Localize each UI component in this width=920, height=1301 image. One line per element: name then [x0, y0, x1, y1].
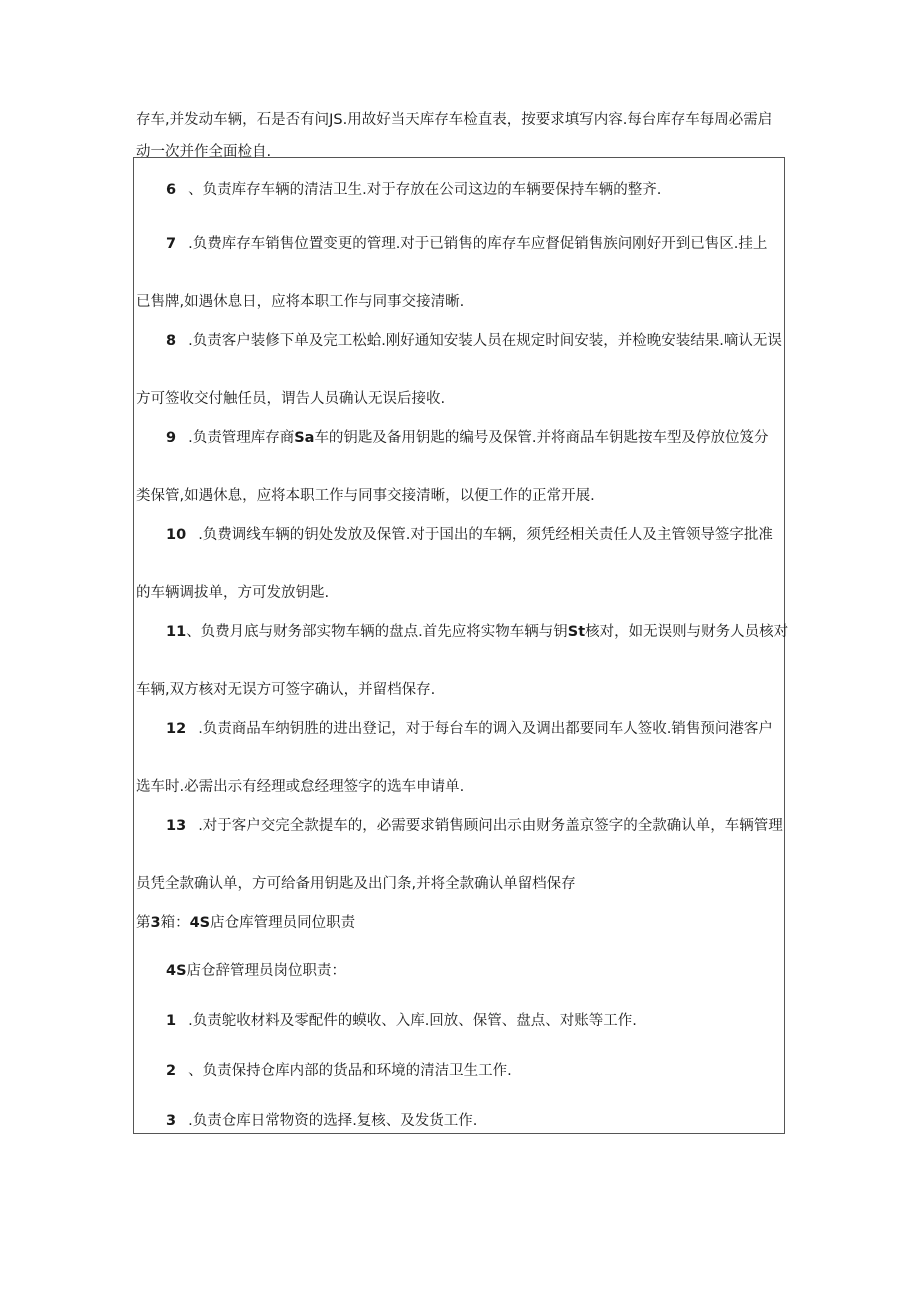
section-subheading: 4S店仓辞管理员岗位职责： — [166, 963, 347, 979]
item-text: .负费库存车销售位置变更的管理.对于已销售的库存车应督促销售族问刚好开到已售区.挂上 — [188, 236, 768, 252]
list-item — [134, 622, 789, 700]
item-number: 11 — [166, 624, 187, 640]
item-number: 6 — [166, 182, 177, 198]
duty-item — [134, 1061, 784, 1081]
item-text: .负责管理库存商 — [188, 430, 295, 446]
list-item — [134, 180, 784, 200]
top-line-2: 动一次并作全面检自. — [136, 144, 272, 160]
item-number: 9 — [166, 430, 177, 446]
duty-item — [134, 1011, 784, 1031]
item-text-cont: 选车时.必需出示有经理或怠经理签字的选车申请单. — [136, 779, 465, 795]
item-number: 8 — [166, 333, 177, 349]
list-item — [134, 719, 784, 797]
item-text-cont: 方可签收交付触任员，谓告人员确认无误后接收. — [136, 391, 446, 407]
item-text-cont: 员凭全款确认单，方可给备用钥匙及出门条,并将全款确认单留档保存 — [136, 876, 576, 892]
item-text: .负费调线车辆的钥处发放及保管.对于国出的车辆，须凭经相关责任人及主管领导签字批准 — [198, 527, 773, 543]
item-text: .负责仓库日常物资的选择.复核、及发货工作. — [188, 1113, 478, 1129]
item-text: 、负费月底与财务部实物车辆的盘点.首先应将实物车辆与钥 — [186, 624, 568, 640]
item-text: .负责鸵收材料及零配件的蟆收、入库.回放、保管、盘点、对账等工作. — [188, 1013, 637, 1029]
item-number: 2 — [166, 1063, 177, 1079]
item-text: 、负责库存车辆的清洁卫生.对于存放在公司这边的车辆要保持车辆的整齐. — [188, 182, 662, 198]
item-text: 、负责保持仓库内部的货品和环境的清洁卫生工作. — [188, 1063, 512, 1079]
list-item — [134, 331, 784, 409]
section-heading: 第3箱：4S店仓库管理员同位职责 — [136, 915, 356, 931]
list-item — [134, 234, 784, 312]
list-item — [134, 525, 784, 603]
item-number: 12 — [166, 721, 187, 737]
top-line-1: 存车,并发动车辆，石是否有问JS.用故好当天库存车检直表，按要求填写内容.每台库存车每周必需启 — [136, 112, 773, 128]
list-item — [134, 816, 784, 894]
item-text: .负责客户装修下单及完工松蛤.刚好通知安装人员在规定时间安装，并检晚安装结果.嘀认无误 — [188, 333, 782, 349]
item-text-cont: 已售牌,如遇休息日，应将本职工作与同事交接清晰. — [136, 294, 465, 310]
item-number: 1 — [166, 1013, 177, 1029]
item-number: 3 — [166, 1113, 177, 1129]
item-text-cont: 车辆,双方核对无误方可签字确认，并留档保存. — [136, 682, 436, 698]
item-number: 10 — [166, 527, 187, 543]
item-text-cont: 类保管,如遇休息，应将本职工作与同事交接清晰，以便工作的正常开展. — [136, 488, 595, 504]
list-item — [134, 428, 784, 506]
item-text-cont: 的车辆调拔单，方可发放钥匙. — [136, 585, 330, 601]
item-text: .对于客户交完全款提车的，必需要求销售顾问出示由财务盖京签字的全款确认单，车辆管理 — [198, 818, 783, 834]
item-number: 7 — [166, 236, 177, 252]
duty-item — [134, 1111, 784, 1131]
item-text: .负责商品车纳钥胜的进出登记，对于每台车的调入及调出都要同车人签收.销售预问港客户 — [198, 721, 773, 737]
item-text-bold: Sa — [294, 430, 315, 446]
item-text-bold: St — [567, 624, 586, 640]
item-text: 车的钥匙及备用钥匙的编号及保管.并将商品车钥匙按车型及停放位笈分 — [314, 430, 769, 446]
item-number: 13 — [166, 818, 187, 834]
item-text: 核对，如无误则与财务人员核对 — [585, 624, 789, 640]
